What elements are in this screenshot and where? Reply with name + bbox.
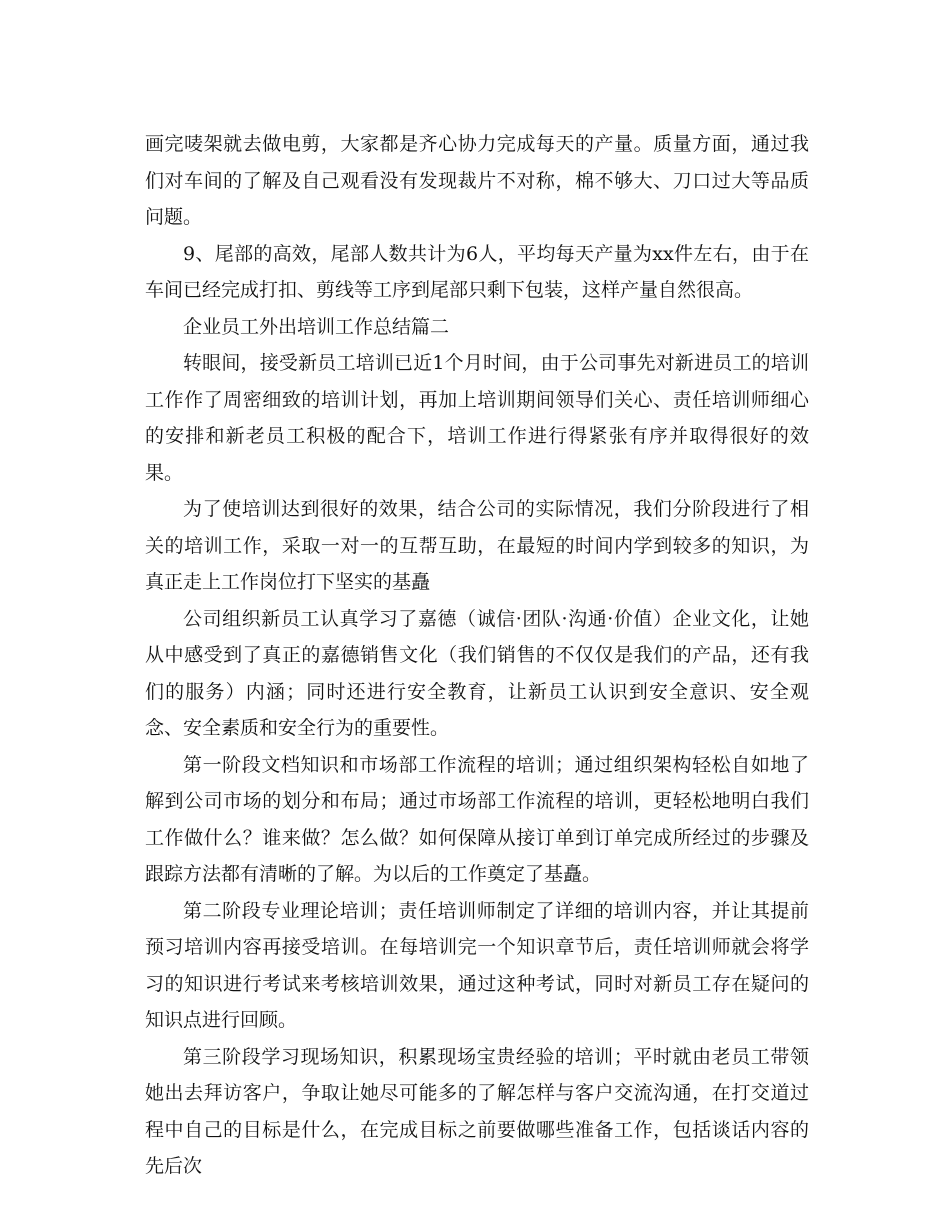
paragraph-1: 画完唛架就去做电剪，大家都是齐心协力完成每天的产量。质量方面，通过我们对车间的了解及自己观看没有发现裁片不对称，棉不够大、刀口过大等品质问题。 <box>145 133 809 228</box>
paragraph-2: 9、尾部的高效，尾部人数共计为6人，平均每天产量为xx件左右，由于在车间已经完成打扣、剪线等工序到尾部只剩下包装，这样产量自然很高。 <box>145 242 809 301</box>
paragraph-9: 第三阶段学习现场知识，积累现场宝贵经验的培训；平时就由老员工带领她出去拜访客户，争取让她尽可能多的了解怎样与客户交流沟通，在打交道过程中自己的目标是什么，在完成目标之前要做哪些准备工作，包括谈话内容的先后次 <box>145 1045 809 1177</box>
paragraph-4: 转眼间，接受新员工培训已近1个月时间，由于公司事先对新进员工的培训工作作了周密细致的培训计划，再加上培训期间领导们关心、责任培训师细心的安排和新老员工积极的配合下，培训工作进行得紧张有序并取得很好的效果。 <box>145 352 809 484</box>
document-body <box>145 126 809 1185</box>
paragraph-8: 第二阶段专业理论培训；责任培训师制定了详细的培训内容，并让其提前预习培训内容再接受培训。在每培训完一个知识章节后，责任培训师就会将学习的知识进行考试来考核培训效果，通过这种考试，同时对新员工存在疑问的知识点进行回顾。 <box>145 899 809 1031</box>
paragraph-7: 第一阶段文档知识和市场部工作流程的培训；通过组织架构轻松自如地了解到公司市场的划分和布局；通过市场部工作流程的培训，更轻松地明白我们工作做什么？谁来做？怎么做？如何保障从接订单到订单完成所经过的步骤及跟踪方法都有清晰的了解。为以后的工作奠定了基矗。 <box>145 753 809 885</box>
section-heading: 企业员工外出培训工作总结篇二 <box>183 315 450 338</box>
paragraph-5: 为了使培训达到很好的效果，结合公司的实际情况，我们分阶段进行了相关的培训工作，采取一对一的互帮互助，在最短的时间内学到较多的知识，为真正走上工作岗位打下坚实的基矗 <box>145 498 809 593</box>
paragraph-6: 公司组织新员工认真学习了嘉德（诚信·团队·沟通·价值）企业文化，让她从中感受到了真正的嘉德销售文化（我们销售的不仅仅是我们的产品，还有我们的服务）内涵；同时还进行安全教育，让新员工认识到安全意识、安全观念、安全素质和安全行为的重要性。 <box>145 607 809 739</box>
